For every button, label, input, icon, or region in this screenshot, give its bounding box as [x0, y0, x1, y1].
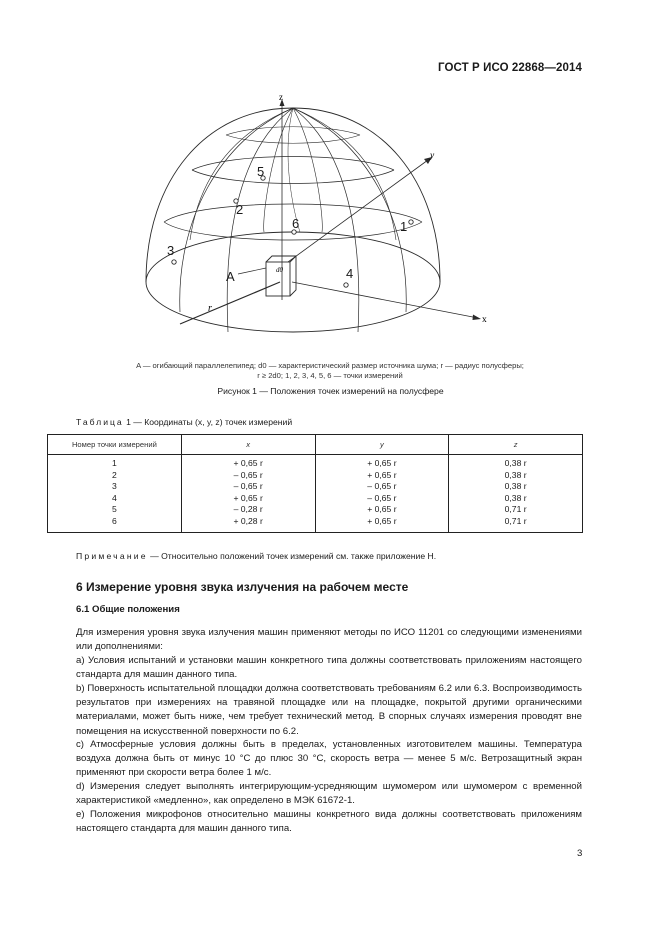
cell: – 0,28 r	[181, 504, 315, 516]
cell: – 0,65 r	[181, 470, 315, 482]
table-title-rest: 1 — Координаты (x, y, z) точек измерений	[123, 417, 293, 427]
table-header-row	[48, 435, 583, 455]
cell: 6	[48, 516, 182, 532]
cell: 0,38 r	[449, 481, 583, 493]
table-title	[76, 417, 292, 427]
cell: 4	[48, 493, 182, 505]
table-row	[48, 481, 583, 493]
table-row	[48, 504, 583, 516]
cell: 5	[48, 504, 182, 516]
cell: + 0,65 r	[315, 470, 449, 482]
hemisphere-figure	[0, 0, 661, 380]
table-row	[48, 455, 583, 470]
paragraph-d: d) Измерения следует выполнять интегрирующим-усредняющим шумомером или шумомером с временной характеристикой «медленно», как определено в МЭК 61672-1.	[76, 781, 582, 807]
cell: + 0,65 r	[315, 455, 449, 470]
x-axis-label: x	[482, 315, 487, 325]
point-label-3: 3	[167, 243, 175, 258]
section-6-heading: 6 Измерение уровня звука излучения на рабочем месте	[76, 580, 409, 594]
cell: + 0,65 r	[315, 504, 449, 516]
table-title-prefix: Таблица	[76, 417, 124, 427]
cell: + 0,28 r	[181, 516, 315, 532]
measurement-point-4	[344, 283, 348, 287]
measurement-point-3	[172, 260, 176, 264]
point-label-2: 2	[236, 202, 244, 217]
table-row	[48, 493, 583, 505]
cell: 0,38 r	[449, 493, 583, 505]
point-label-6: 6	[292, 216, 300, 231]
measurement-point-1	[409, 220, 413, 224]
table-note	[76, 551, 436, 561]
figure-caption: Рисунок 1 — Положения точек измерений на полусфере	[217, 386, 444, 396]
note-label: Примечание	[76, 551, 148, 561]
cell: – 0,65 r	[315, 481, 449, 493]
figure-legend-line-1: A — огибающий параллелепипед; d0 — характеристический размер источника шума; r — радиус полусферы;	[136, 361, 524, 370]
point-label-5: 5	[257, 164, 265, 179]
point-label-1: 1	[400, 219, 408, 234]
cell: 0,38 r	[449, 470, 583, 482]
d0-label: d0	[276, 266, 283, 274]
header-x: x	[181, 435, 315, 455]
header-y: y	[315, 435, 449, 455]
header-z: z	[449, 435, 583, 455]
z-axis-label: z	[279, 92, 283, 102]
cell: 3	[48, 481, 182, 493]
table-row	[48, 516, 583, 532]
paragraph-intro: Для измерения уровня звука излучения машин применяют методы по ИСО 11201 со следующими изменениями или дополнениями:	[76, 627, 582, 653]
box-label: A	[226, 269, 235, 284]
coordinates-table	[47, 434, 583, 533]
cell: – 0,65 r	[181, 481, 315, 493]
table-row	[48, 470, 583, 482]
paragraph-e: e) Положения микрофонов относительно машины конкретного вида должны соответствовать приложениям настоящего стандарта для машин данного типа.	[76, 809, 582, 835]
point-label-4: 4	[346, 266, 354, 281]
cell: 0,71 r	[449, 516, 583, 532]
cell: + 0,65 r	[181, 493, 315, 505]
cell: 0,38 r	[449, 455, 583, 470]
y-axis-label: y	[430, 151, 435, 161]
paragraph-a: a) Условия испытаний и установки машин конкретного типа должны соответствовать приложениям настоящего стандарта для машин данного типа.	[76, 655, 582, 681]
paragraph-c: c) Атмосферные условия должны быть в пределах, установленных изготовителем машины. Температура воздуха должна быть от минус 10 °С до плюс 30 °С, скорость ветра — менее 5 м/с. Ветрозащитный экран применяют при скорости ветра более 1 м/с.	[76, 739, 582, 779]
section-6-1-heading: 6.1 Общие положения	[76, 604, 180, 615]
page-number: 3	[577, 848, 583, 859]
cell: + 0,65 r	[181, 455, 315, 470]
header-point-number: Номер точки измерений	[48, 435, 182, 455]
radius-label: r	[208, 303, 212, 314]
figure-legend-line-2: r ≥ 2d0; 1, 2, 3, 4, 5, 6 — точки измерений	[257, 371, 403, 380]
cell: – 0,65 r	[315, 493, 449, 505]
cell: 2	[48, 470, 182, 482]
cell: 1	[48, 455, 182, 470]
paragraph-b: b) Поверхность испытательной площадки должна соответствовать требованиям 6.2 или 6.3. Воспроизводимость результатов при измерениях на травяной площадке или на площадке, покрытой другими органическими материалами, может быть ниже, чем требует технический метод. В спорных случаях измерения проводят вне помещения на искусственной поверхности по 6.2.	[76, 683, 582, 737]
cell: + 0,65 r	[315, 516, 449, 532]
standard-header: ГОСТ Р ИСО 22868—2014	[437, 62, 582, 74]
note-text: — Относительно положений точек измерений см. также приложение Н.	[147, 551, 437, 561]
cell: 0,71 r	[449, 504, 583, 516]
